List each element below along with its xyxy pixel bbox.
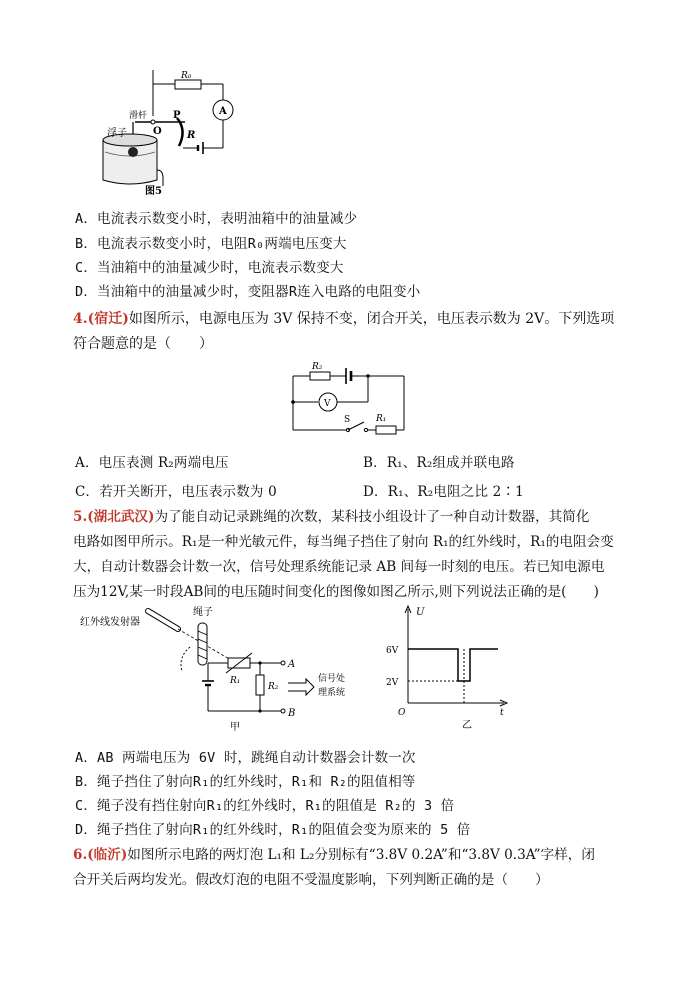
label-rope: 绳子 [193, 607, 213, 618]
svg-text:2V: 2V [386, 678, 399, 688]
svg-text:R₂: R₂ [268, 682, 279, 692]
q5-figure-yi [380, 603, 510, 735]
voltage-trace [408, 649, 498, 681]
svg-text:R₀: R₀ [181, 71, 192, 81]
svg-text:信号处: 信号处 [318, 674, 346, 684]
label-emitter: 红外线发射器 [80, 617, 140, 628]
svg-text:O: O [153, 126, 162, 137]
float-icon [128, 147, 138, 157]
q4-stem: 4.(宿迁)如图所示，电源电压为 3V 保持不变，闭合开关，电压表示数为 2V。下列选项 符合题意的是（ ） [73, 311, 615, 352]
svg-text:V: V [324, 399, 331, 409]
q5-number: 5. [73, 509, 88, 525]
svg-text:理系统: 理系统 [318, 688, 346, 698]
oil-gauge-figure [95, 70, 245, 200]
q4-option-a: A．电压表测 R₂两端电压 [75, 455, 229, 471]
q6-stem: 6.(临沂)如图所示电路的两灯泡 L₁和 L₂分别标有“3.8V 0.2A”和“3.8V 0.3A”字样，闭 合开关后两均发光。假改灯泡的电阻不受温度影响，下列判断正确的是（ ） [73, 847, 595, 888]
label-float: 浮子 [107, 128, 127, 139]
r1-resistor [376, 426, 396, 434]
svg-text:O: O [398, 708, 406, 718]
q5-option-d: D．绳子挡住了射向R₁的红外线时，R₁的阻值会变为原来的 5 倍 [75, 822, 471, 838]
svg-text:6V: 6V [386, 646, 399, 656]
q4-circuit-figure [288, 362, 410, 436]
arrow-icon [288, 679, 314, 695]
r2-resistor [256, 675, 264, 695]
q5-option-b: B．绳子挡住了射向R₁的红外线时，R₁和 R₂的阻值相等 [75, 774, 416, 790]
q3-option-a: A．电流表示数变小时，表明油箱中的油量减少 [75, 211, 358, 227]
svg-text:B: B [288, 708, 296, 719]
q6-number: 6. [73, 847, 88, 863]
r0-resistor [175, 80, 201, 89]
q3-option-b: B．电流表示数变小时，电阻R₀两端电压变大 [75, 236, 347, 252]
q5-figure-jia [78, 603, 368, 735]
svg-text:R₁: R₁ [230, 676, 241, 686]
svg-text:乙: 乙 [462, 720, 472, 731]
q3-option-d: D．当油箱中的油量减少时，变阻器R连入电路的电阻变小 [75, 284, 421, 300]
r2-resistor [310, 372, 330, 380]
q4-option-b: B．R₁、R₂组成并联电路 [363, 455, 515, 471]
label-slider: 滑杆 [129, 111, 148, 121]
q4-source: (宿迁) [87, 311, 129, 327]
svg-text:P: P [173, 110, 181, 121]
q5-option-a: A．AB 两端电压为 6V 时，跳绳自动计数器会计数一次 [75, 750, 416, 766]
svg-text:A: A [219, 106, 227, 117]
svg-text:图5: 图5 [145, 186, 162, 197]
q4-option-d: D．R₁、R₂电阻之比 2∶1 [363, 484, 524, 500]
q5-source: (湖北武汉) [87, 509, 155, 525]
svg-text:A: A [288, 659, 296, 670]
svg-text:R₁: R₁ [376, 414, 387, 424]
q4-option-c: C．若开关断开，电压表示数为 0 [75, 484, 277, 500]
q5-stem: 5.(湖北武汉)为了能自动记录跳绳的次数，某科技小组设计了一种自动计数器，其简化 电路如图甲所示。R₁是一种光敏元件，每当绳子挡住了射向 R₁的红外线时，R₁的电阻会变 大，自动计数器会计数一次，信号处理系统能记录 AB 间每一时刻的电压。若已知电源电 压为12V,某一时段AB间的电压随时间变化的图像如图乙所示,则下列说法正确的是( ) [73, 509, 614, 600]
svg-text:甲: 甲 [230, 722, 240, 733]
svg-text:S: S [344, 415, 351, 425]
q6-source: (临沂) [87, 847, 128, 863]
q3-option-c: C．当油箱中的油量减少时，电流表示数变大 [75, 260, 344, 276]
q4-number: 4. [73, 311, 88, 327]
svg-text:t: t [500, 708, 504, 718]
svg-text:U: U [416, 607, 425, 618]
q5-option-c: C．绳子没有挡住射向R₁的红外线时，R₁的阻值是 R₂的 3 倍 [75, 798, 455, 814]
svg-text:R: R [187, 130, 196, 141]
svg-text:R₂: R₂ [312, 362, 323, 372]
